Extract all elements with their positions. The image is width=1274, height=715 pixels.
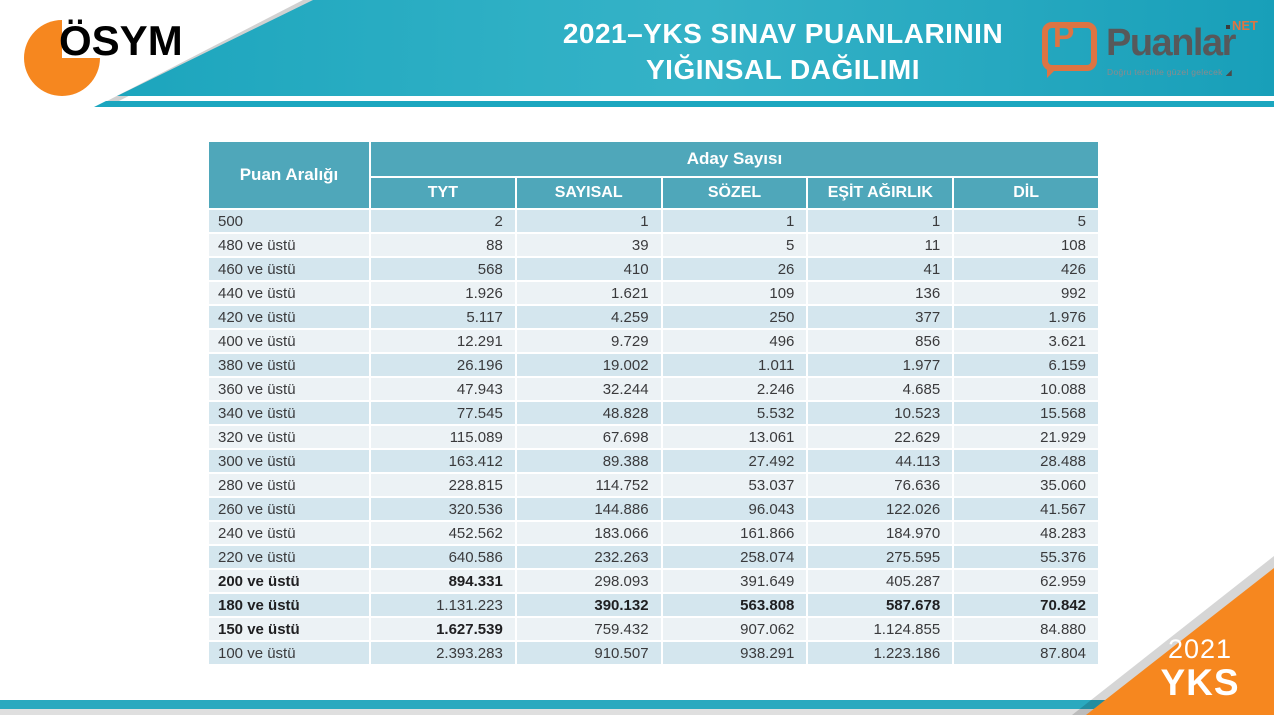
table-cell: 39 [517,234,661,256]
table-cell: 856 [808,330,952,352]
table-cell: 4.685 [808,378,952,400]
table-cell: 96.043 [663,498,807,520]
corner-badge-year: 2021 [1167,634,1233,664]
table-cell: 275.595 [808,546,952,568]
table-cell: 5 [954,210,1098,232]
row-label: 340 ve üstü [209,402,369,424]
puanlar-logo [1042,16,1258,88]
row-label: 460 ve üstü [209,258,369,280]
table-cell: 228.815 [371,474,515,496]
table-row [209,618,1098,640]
row-label: 480 ve üstü [209,234,369,256]
table-cell: 144.886 [517,498,661,520]
table-cell: 1.976 [954,306,1098,328]
row-label: 360 ve üstü [209,378,369,400]
table-row [209,306,1098,328]
table-cell: 4.259 [517,306,661,328]
table-row [209,642,1098,664]
table-cell: 1.124.855 [808,618,952,640]
table-cell: 1 [663,210,807,232]
table-row [209,474,1098,496]
table-cell: 377 [808,306,952,328]
table-cell: 405.287 [808,570,952,592]
table-cell: 587.678 [808,594,952,616]
table-cell: 391.649 [663,570,807,592]
puanlar-logo-name: Puanlar [1106,22,1235,64]
table-cell: 1 [517,210,661,232]
table-cell: 563.808 [663,594,807,616]
table-cell: 320.536 [371,498,515,520]
row-label: 320 ve üstü [209,426,369,448]
table-row [209,570,1098,592]
column-header-esit-agirlik: EŞİT AĞIRLIK [808,178,952,208]
table-cell: 250 [663,306,807,328]
table-row [209,498,1098,520]
table-cell: 568 [371,258,515,280]
row-label: 380 ve üstü [209,354,369,376]
table-cell: 6.159 [954,354,1098,376]
table-cell: 1 [808,210,952,232]
table-cell: 5 [663,234,807,256]
table-row [209,330,1098,352]
table-cell: 2.246 [663,378,807,400]
table-cell: 1.926 [371,282,515,304]
table-cell: 88 [371,234,515,256]
table-cell: 452.562 [371,522,515,544]
table-cell: 11 [808,234,952,256]
table-cell: 41.567 [954,498,1098,520]
table-cell: 48.283 [954,522,1098,544]
table-cell: 84.880 [954,618,1098,640]
row-label: 280 ve üstü [209,474,369,496]
column-header-tyt: TYT [371,178,515,208]
puanlar-logo-tagline: Doğru tercihle güzel gelecek ◢ [1107,67,1232,77]
table-cell: 410 [517,258,661,280]
column-header-sozel: SÖZEL [663,178,807,208]
table-cell: 426 [954,258,1098,280]
table-cell: 28.488 [954,450,1098,472]
table-cell: 232.263 [517,546,661,568]
row-label: 200 ve üstü [209,570,369,592]
table-cell: 21.929 [954,426,1098,448]
table-row [209,354,1098,376]
table-row [209,546,1098,568]
table-cell: 3.621 [954,330,1098,352]
table-cell: 87.804 [954,642,1098,664]
table-cell: 47.943 [371,378,515,400]
table-cell: 77.545 [371,402,515,424]
score-distribution-table [207,140,1100,666]
table-cell: 2.393.283 [371,642,515,664]
row-label: 300 ve üstü [209,450,369,472]
table-cell: 184.970 [808,522,952,544]
table-cell: 2 [371,210,515,232]
table-cell: 1.223.186 [808,642,952,664]
row-label: 220 ve üstü [209,546,369,568]
table-header-row-1 [209,142,1098,176]
table-row [209,282,1098,304]
row-label: 420 ve üstü [209,306,369,328]
table-cell: 992 [954,282,1098,304]
row-label: 150 ve üstü [209,618,369,640]
row-label: 100 ve üstü [209,642,369,664]
osym-logo [22,15,222,100]
table-cell: 183.066 [517,522,661,544]
row-label: 240 ve üstü [209,522,369,544]
table-cell: 10.088 [954,378,1098,400]
table-cell: 910.507 [517,642,661,664]
table-row [209,522,1098,544]
table-cell: 115.089 [371,426,515,448]
table-cell: 258.074 [663,546,807,568]
table-cell: 109 [663,282,807,304]
table-cell: 53.037 [663,474,807,496]
column-group-header-aday-sayisi: Aday Sayısı [371,142,1098,176]
puanlar-bubble-tail [1047,65,1060,78]
table-cell: 19.002 [517,354,661,376]
row-label: 440 ve üstü [209,282,369,304]
table-row [209,258,1098,280]
table-cell: 89.388 [517,450,661,472]
table-cell: 108 [954,234,1098,256]
table-cell: 67.698 [517,426,661,448]
table-cell: 938.291 [663,642,807,664]
row-label: 180 ve üstü [209,594,369,616]
table-row [209,402,1098,424]
table-row [209,594,1098,616]
table-cell: 136 [808,282,952,304]
table-cell: 5.117 [371,306,515,328]
table-body [209,210,1098,664]
table-cell: 9.729 [517,330,661,352]
table-cell: 26.196 [371,354,515,376]
table-row [209,426,1098,448]
table-cell: 161.866 [663,522,807,544]
table-cell: 62.959 [954,570,1098,592]
corner-badge-exam: YKS [1160,662,1240,703]
table-cell: 1.627.539 [371,618,515,640]
page-title-line2: YIĞINSAL DAĞILIMI [646,54,920,85]
table-cell: 41 [808,258,952,280]
table-cell: 907.062 [663,618,807,640]
column-header-sayisal: SAYISAL [517,178,661,208]
table-cell: 122.026 [808,498,952,520]
table-cell: 1.621 [517,282,661,304]
table-cell: 759.432 [517,618,661,640]
row-label: 500 [209,210,369,232]
table-row [209,378,1098,400]
table-cell: 48.828 [517,402,661,424]
table-cell: 27.492 [663,450,807,472]
table-cell: 13.061 [663,426,807,448]
table-cell: 15.568 [954,402,1098,424]
table-cell: 70.842 [954,594,1098,616]
table-cell: 114.752 [517,474,661,496]
table-cell: 298.093 [517,570,661,592]
table-row [209,234,1098,256]
table-cell: 26 [663,258,807,280]
table-cell: 5.532 [663,402,807,424]
table-header [209,142,1098,208]
table-cell: 163.412 [371,450,515,472]
table-cell: 1.977 [808,354,952,376]
table-cell: 76.636 [808,474,952,496]
table-cell: 22.629 [808,426,952,448]
table-cell: 12.291 [371,330,515,352]
table-cell: 640.586 [371,546,515,568]
table-cell: 496 [663,330,807,352]
header-banner-underline [0,101,1274,107]
table-cell: 390.132 [517,594,661,616]
table-cell: 10.523 [808,402,952,424]
table-cell: 894.331 [371,570,515,592]
column-header-dil: DİL [954,178,1098,208]
table-cell: 35.060 [954,474,1098,496]
table-cell: 1.131.223 [371,594,515,616]
table-row [209,450,1098,472]
table-cell: 44.113 [808,450,952,472]
table-cell: 32.244 [517,378,661,400]
table-row [209,210,1098,232]
puanlar-logo-net: NET [1226,18,1258,33]
table-cell: 55.376 [954,546,1098,568]
osym-logo-text: ÖSYM [59,17,183,64]
row-label: 260 ve üstü [209,498,369,520]
puanlar-monogram: P [1053,18,1075,54]
row-label: 400 ve üstü [209,330,369,352]
page-title-line1: 2021–YKS SINAV PUANLARININ [562,18,1004,49]
page-title [433,16,1133,88]
column-header-puan-araligi: Puan Aralığı [209,142,369,208]
table-cell: 1.011 [663,354,807,376]
